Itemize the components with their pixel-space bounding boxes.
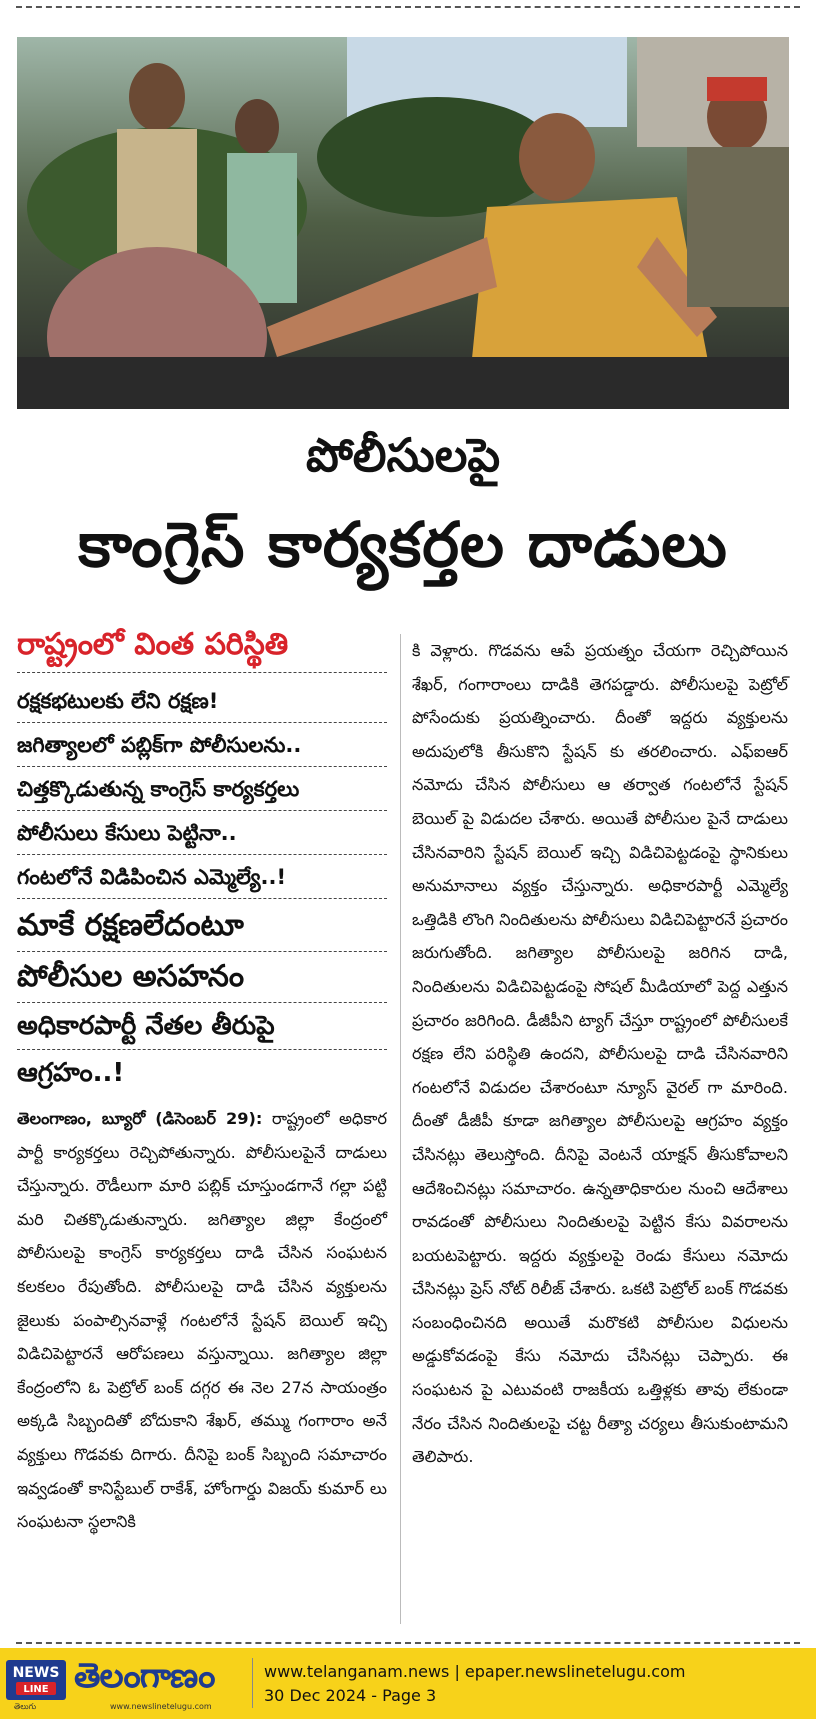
right-column — [412, 634, 788, 1474]
top-dashed-rule — [16, 6, 800, 8]
logo-news-bottom: LINE — [23, 1684, 49, 1695]
logo-news-top: NEWS — [12, 1665, 60, 1681]
subhead2-line-2: ఆగ్రహం..! — [17, 1058, 125, 1088]
deck-line-2: జగిత్యాలలో పబ్లిక్‌గా పోలీసులను.. — [17, 725, 387, 767]
telanganam-logo: తెలంగాణం — [74, 1656, 215, 1696]
footer-bar — [0, 1648, 816, 1719]
footer-divider — [252, 1658, 253, 1708]
news-photo — [17, 37, 789, 409]
dateline: తెలంగాణం, బ్యూరో (డిసెంబర్ 29): — [17, 1109, 263, 1128]
left-column — [17, 622, 387, 1539]
article-text-left: రాష్ట్రంలో అధికార పార్టీ కార్యకర్తలు రెచ్చిపోతున్నారు. పోలీసులపైనే దాడులు చేస్తున్నారు. రౌడీలుగా మారి పబ్లిక్ చూస్తుండగానే గల్లా పట్టి మరి చితక్కొడుతున్నారు. జగిత్యాల జిల్లా కేంద్రంలో పోలీసులపై కాంగ్రెస్ కార్యకర్తలు దాడి చేసిన సంఘటన కలకలం రేపుతోంది. పోలీసులపై దాడి చేసిన వ్యక్తులను జైలుకు పంపాల్సినవాళ్లే గంటలోనే స్టేషన్ బెయిల్ ఇచ్చి విడిచిపెట్టారనే ఆరోపణలు వస్తున్నాయి. జగిత్యాల జిల్లా కేంద్రంలోని ఓ పెట్రోల్ బంక్ దగ్గర ఈ నెల 27న సాయంత్రం అక్కడి సిబ్బందితో బోదుకాని శేఖర్, తమ్ము గంగారాం అనే వ్యక్తులు గొడవకు దిగారు. దీనిపై బంక్ సిబ్బంది సమాచారం ఇవ్వడంతో కానిస్టేబుల్ రాకేశ్, హోంగార్డు విజయ్ కుమార్ లు సంఘటనా స్థలానికి — [17, 1109, 387, 1532]
footer-date-page: 30 Dec 2024 - Page 3 — [264, 1686, 437, 1705]
article-body-right: కి వెళ్లారు. గొడవను ఆపే ప్రయత్నం చేయగా రెచ్చిపోయిన శేఖర్, గంగారాంలు దాడికి తెగపడ్డారు. పోలీసులపై పెట్రోల్ పోసేందుకు ప్రయత్నించారు. దీంతో ఇద్దరు వ్యక్తులను అదుపులోకి తీసుకొని స్టేషన్ కు తరలించారు. ఎఫ్ఐఆర్ నమోదు చేసిన పోలీసులు ఆ తర్వాత గంటలోనే స్టేషన్ బెయిల్ పై విడుదల చేశారు. అయితే పోలీసుల పైనే దాడులు చేసినవారిని స్టేషన్ బెయిల్ ఇచ్చి విడిచిపెట్టడంపై స్థానికులు అనుమానాలు వ్యక్తం చేస్తున్నారు. అధికారపార్టీ ఎమ్మెల్యే ఒత్తిడికి లొంగి నిందితులను పోలీసులు విడిచిపెట్టారనే ప్రచారం జరుగుతోంది. జగిత్యాల పోలీసులపై జరిగిన దాడి, నిందితులను విడిచిపెట్టడంపై సోషల్ మీడియాలో పెద్ద ఎత్తున ప్రచారం జరిగింది. డీజీపీని ట్యాగ్ చేస్తూ రాష్ట్రంలో పోలీసులకే రక్షణ లేని పరిస్థితి ఉందని, పోలీసులపై దాడి చేసినవారిని గంటలోనే విడుదల చేశారంటూ న్యూస్ వైరల్ గా మారింది. దీంతో డీజీపీ కూడా జగిత్యాల పోలీసులపై ఆగ్రహం వ్యక్తం చేసినట్లు తెలుస్తోంది. దీనిపై వెంటనే యాక్షన్ తీసుకోవాలని ఆదేశించినట్లు సమాచారం. ఉన్నతాధికారుల నుంచి ఆదేశాలు రావడంతో పోలీసులు నిందితులపై పెట్టిన కేసు వివరాలను బయటపెట్టారు. ఇద్దరు వ్యక్తులపై రెండు కేసులు నమోదు చేసినట్లు ప్రెస్ నోట్ రిలీజ్ చేశారు. ఒకటి పెట్రోల్ బంక్ గొడవకు సంబంధించినది అయితే మరొకటి పోలీసుల విధులను అడ్డుకోవడంపై కేసు నమోదు చేసినట్లు చెప్పారు. ఈ సంఘటన పై ఎటువంటి రాజకీయ ఒత్తిళ్లకు తావు లేకుండా నేరం చేసిన నిందితులపై చట్ట రీత్యా చర్యలు తీసుకుంటామని తెలిపారు. — [412, 641, 788, 1467]
logo-small-text: తెలుగు — [14, 1702, 37, 1711]
logo-url: www.newslinetelugu.com — [110, 1702, 212, 1711]
newsline-logo-icon — [6, 1660, 66, 1700]
kicker: రాష్ట్రంలో వింత పరిస్థితి — [17, 622, 387, 673]
subhead-line-1: మాకే రక్షణలేదంటూ — [17, 901, 387, 952]
deck-line-1: రక్షకభటులకు లేని రక్షణ! — [17, 681, 387, 723]
article-body-left — [17, 1102, 387, 1539]
deck-line-4: పోలీసులు కేసులు పెట్టినా.. — [17, 813, 387, 855]
bottom-dashed-rule — [16, 1642, 800, 1644]
headline-line-2: కాంగ్రెస్ కార్యకర్తల దాడులు — [78, 508, 728, 581]
deck-line-3: చిత్తక్కొడుతున్న కాంగ్రెస్ కార్యకర్తలు — [17, 769, 387, 811]
deck-line-5: గంటలోనే విడిపించిన ఎమ్మెల్యే..! — [17, 857, 387, 899]
column-divider — [400, 634, 401, 1624]
headline-line-1: పోలీసులపై — [305, 428, 501, 482]
footer-websites[interactable]: www.telanganam.news | epaper.newslinetelugu.com — [264, 1662, 686, 1681]
subhead2-line-1: అధికారపార్టీ నేతల తీరుపై — [17, 1003, 387, 1050]
subhead-line-2: పోలీసుల అసహనం — [17, 952, 387, 1003]
